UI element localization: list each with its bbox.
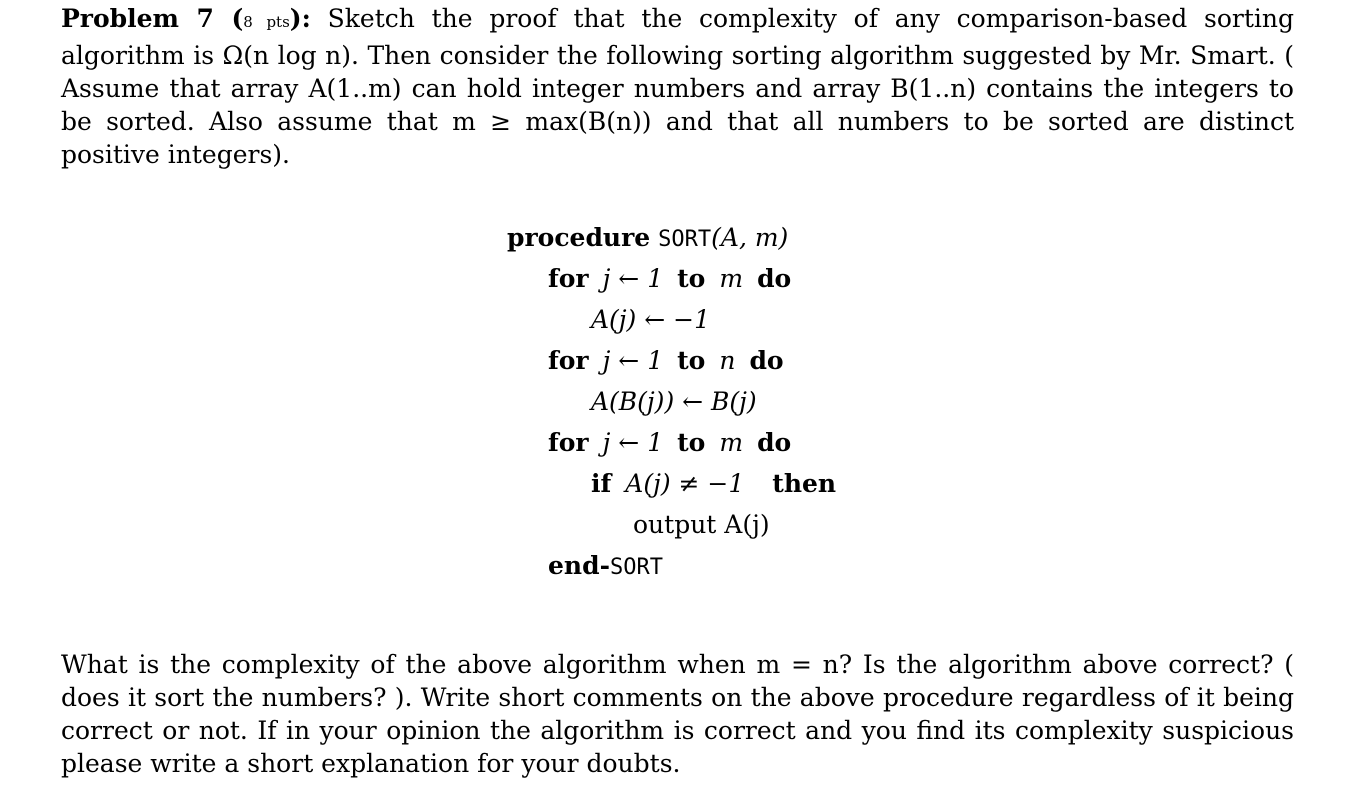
loop-init: j ← 1 [602,264,664,293]
code-line-for-1 [548,264,791,294]
do-keyword: do [749,346,784,375]
code-line-assign: A(B(j)) ← B(j) [591,387,757,416]
loop-init: j ← 1 [602,428,664,457]
for-keyword: for [548,264,589,293]
end-name: SORT [609,555,663,580]
points-label: 8 pts [243,13,290,31]
code-line-end [548,551,663,583]
question-text: What is the complexity of the above algorithm when m = n? Is the algorithm above correct? ( does it sort the numbers? ). Write short comments on the above procedure regardless of it being correct or not. If in your opinion the algorithm is correct and you find its complexity suspicious please write a short explanation for your doubts. [61,650,1294,778]
code-line-for-2 [548,346,784,376]
end-keyword: end- [548,551,610,580]
to-keyword: to [677,346,706,375]
loop-bound: m [719,428,744,457]
procedure-args: (A, m) [711,223,789,252]
code-line-for-3 [548,428,791,458]
code-line-init: A(j) ← −1 [591,305,711,334]
to-keyword: to [677,428,706,457]
to-keyword: to [677,264,706,293]
for-keyword: for [548,346,589,375]
do-keyword: do [757,428,792,457]
problem-text: Sketch the proof that the complexity of any comparison-based sorting algorithm is Ω(n log n). Then consider the following sorting algorithm suggested by Mr. Smart. ( Assume that array A(1..m) can hold integer numbers and array B(1..n) contains the integers to be sorted. Also assume that m ≥ max(B(n)) and that all numbers to be sorted are distinct positive integers). [61,4,1294,169]
if-keyword: if [591,469,612,498]
loop-bound: n [719,346,736,375]
code-line-if [591,469,836,499]
code-line-output: output A(j) [633,510,770,539]
if-condition: A(j) ≠ −1 [625,469,745,498]
procedure-name: SORT [658,227,712,252]
loop-bound: m [719,264,744,293]
loop-init: j ← 1 [602,346,664,375]
open-paren: ( [213,4,244,33]
close-paren: ): [289,4,311,33]
for-keyword: for [548,428,589,457]
procedure-keyword: procedure [507,223,651,252]
do-keyword: do [757,264,792,293]
problem-label: Problem 7 [61,4,214,33]
code-line-procedure [507,223,788,255]
then-keyword: then [772,469,837,498]
